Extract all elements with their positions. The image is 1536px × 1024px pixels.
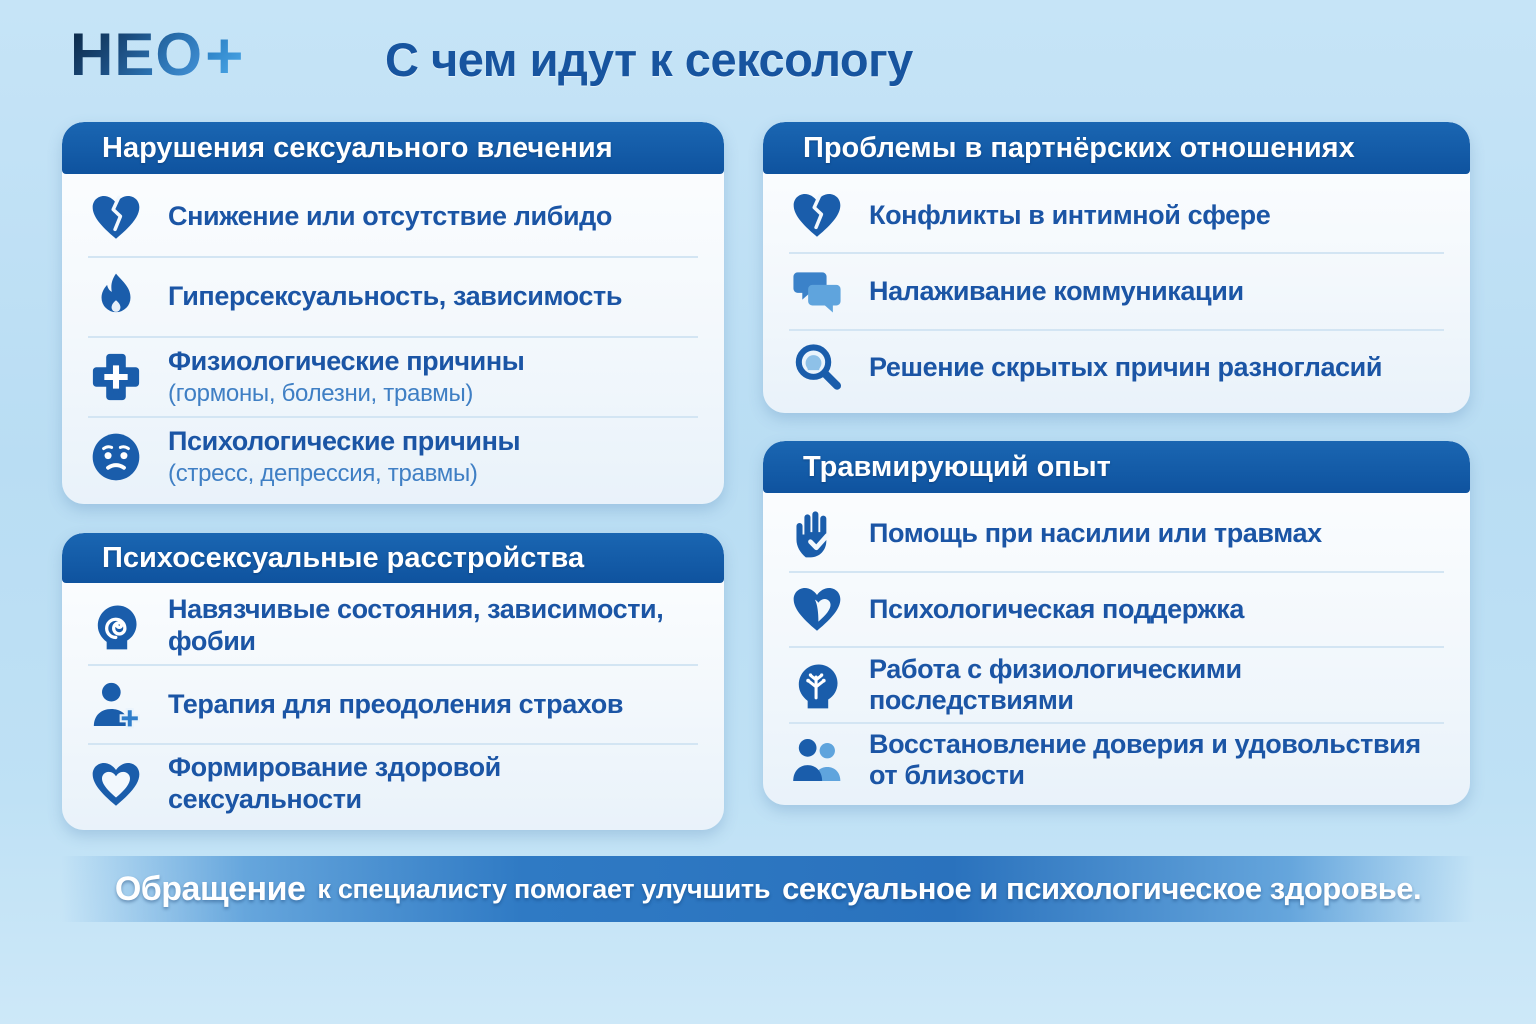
card-item-text <box>869 276 1244 307</box>
card-item-text <box>869 200 1270 231</box>
card-item-text <box>168 426 520 489</box>
card-item-text <box>869 594 1244 625</box>
item-label: Психологические причины <box>168 425 521 456</box>
medical-cross-icon <box>88 349 144 405</box>
item-label: Работа с физиологическими последствиями <box>869 653 1242 715</box>
banner-middle-text: к специалисту помогает улучшить <box>317 873 771 904</box>
card-item-text <box>168 594 698 656</box>
card-title: Психосексуальные расстройства <box>62 533 724 583</box>
card-sexual-desire-disorders <box>62 122 724 504</box>
card-item <box>88 743 698 822</box>
chat-bubbles-icon <box>789 263 845 319</box>
worried-face-icon <box>88 429 144 485</box>
item-label: Физиологические причины <box>168 345 525 376</box>
card-item <box>88 664 698 743</box>
flame-icon <box>88 269 144 325</box>
card-item <box>789 722 1444 798</box>
card-item <box>789 329 1444 405</box>
magnifier-head-icon <box>789 340 845 396</box>
card-item <box>789 571 1444 647</box>
card-body <box>763 493 1470 805</box>
card-title: Травмирующий опыт <box>763 441 1470 493</box>
banner-tail-text: сексуальное и психологическое здоровье. <box>782 871 1422 906</box>
card-item <box>789 178 1444 252</box>
card-traumatic-experience <box>763 441 1470 805</box>
card-item-text <box>168 281 622 312</box>
item-label: Навязчивые состояния, зависимости, фобии <box>168 594 664 656</box>
heart-support-icon <box>789 581 845 637</box>
card-item-text <box>869 654 1444 716</box>
person-plus-icon <box>88 677 144 733</box>
card-title: Нарушения сексуального влечения <box>62 122 724 174</box>
item-label: Терапия для преодоления страхов <box>168 688 624 719</box>
head-spiral-icon <box>88 598 144 654</box>
item-label: Снижение или отсутствие либидо <box>168 201 613 232</box>
card-item <box>88 416 698 496</box>
item-label: Помощь при насилии или травмах <box>869 518 1322 549</box>
card-item <box>789 252 1444 328</box>
banner-lead-text: Обращение <box>114 869 306 908</box>
card-item-text <box>168 752 698 814</box>
card-body <box>763 174 1470 413</box>
card-title: Проблемы в партнёрских отношениях <box>763 122 1470 174</box>
card-partner-relationship-problems <box>763 122 1470 413</box>
broken-heart-icon <box>789 187 845 243</box>
card-item <box>88 336 698 416</box>
item-label: Налаживание коммуникации <box>869 275 1244 306</box>
card-item <box>88 256 698 336</box>
card-body <box>62 174 724 504</box>
card-item-text <box>168 689 623 720</box>
item-label: Конфликты в интимной сфере <box>869 199 1271 230</box>
card-item-text <box>168 201 612 232</box>
logo-plus-icon: + <box>205 18 245 92</box>
card-item <box>789 646 1444 722</box>
page-title: С чем идут к сексологу <box>385 33 913 86</box>
logo-text: НЕО <box>70 21 204 88</box>
item-label: Восстановление доверия и удовольствия от близости <box>869 729 1421 791</box>
card-item-text <box>869 518 1322 549</box>
card-item-text <box>869 729 1444 791</box>
card-body <box>62 583 724 830</box>
card-item <box>789 497 1444 571</box>
card-psychosexual-disorders <box>62 533 724 830</box>
card-item <box>88 178 698 256</box>
card-item-text <box>168 346 524 409</box>
couple-icon <box>789 732 845 788</box>
item-sublabel: (стресс, депрессия, травмы) <box>168 459 478 487</box>
item-sublabel: (гормоны, болезни, травмы) <box>168 379 474 407</box>
neo-plus-logo <box>70 18 245 92</box>
item-label: Формирование здоровой сексуальности <box>168 752 501 814</box>
head-tree-icon <box>789 657 845 713</box>
bottom-banner <box>0 856 1536 922</box>
broken-heart-icon <box>88 189 144 245</box>
stop-hand-icon <box>789 506 845 562</box>
item-label: Решение скрытых причин разногласий <box>869 352 1383 383</box>
card-item-text <box>869 352 1382 383</box>
heart-health-icon <box>88 756 144 812</box>
card-item <box>88 587 698 664</box>
item-label: Психологическая поддержка <box>869 593 1245 624</box>
item-label: Гиперсексуальность, зависимость <box>168 281 623 312</box>
